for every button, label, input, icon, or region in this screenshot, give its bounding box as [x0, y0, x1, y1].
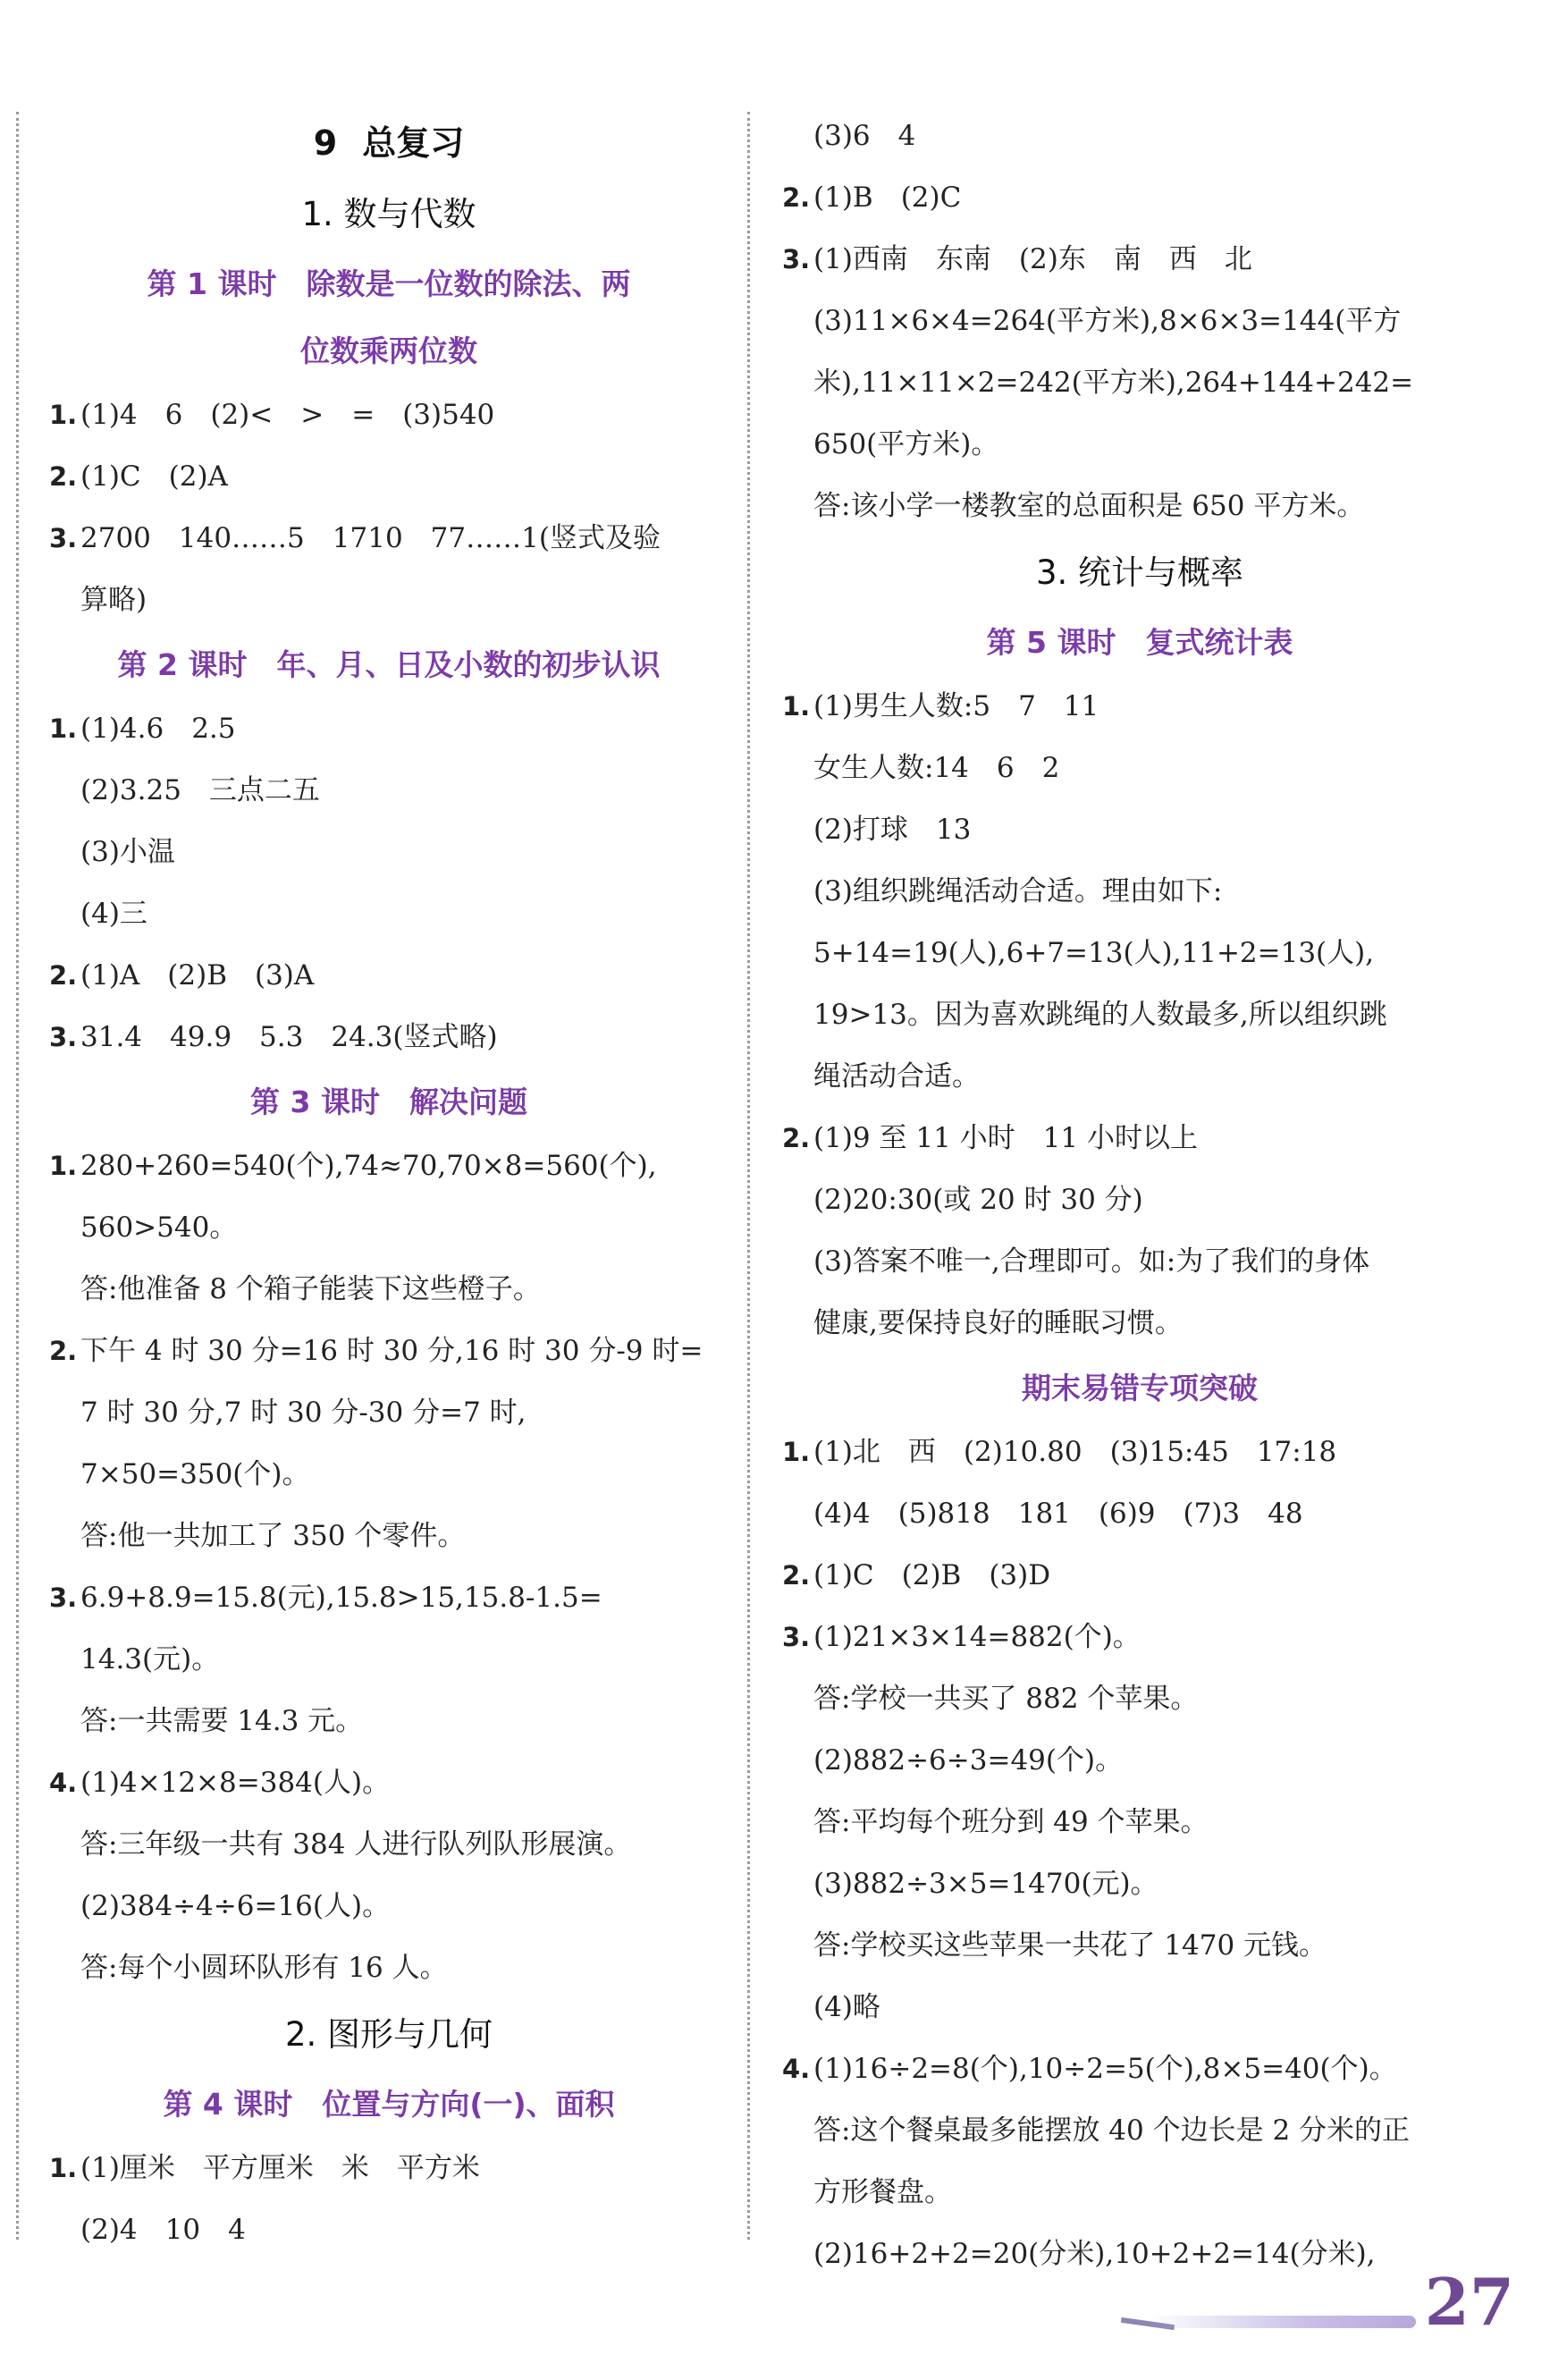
left-column [49, 107, 729, 2261]
answer-line: 答:他准备 8 个箱子能装下这些橙子。 [80, 1273, 541, 1305]
answer-line: 7 时 30 分,7 时 30 分-30 分=7 时, [80, 1397, 526, 1429]
answer-item [49, 1567, 729, 1629]
answer-text: 31.4 49.9 5.3 24.3(竖式略) [80, 1021, 498, 1053]
item-number: 1. [782, 691, 811, 722]
answer-text: (1)北 西 (2)10.80 (3)15:45 17:18 [813, 1436, 1337, 1468]
lesson-heading: 期末易错专项突破 [1022, 1371, 1258, 1405]
item-number: 1. [49, 2153, 78, 2183]
answer-line: 答:他一共加工了 350 个零件。 [80, 1520, 466, 1552]
answer-line: (3)组织跳绳活动合适。理由如下: [813, 875, 1223, 907]
answer-line: 答:一共需要 14.3 元。 [80, 1705, 364, 1737]
item-number: 2. [782, 1560, 811, 1591]
answer-line: (2)3.25 三点二五 [80, 774, 320, 806]
answer-text: (1)A (2)B (3)A [80, 959, 315, 992]
answer-item [782, 229, 1497, 291]
answer-item [782, 1422, 1497, 1483]
lesson-heading: 第 4 课时 位置与方向(一)、面积 [163, 2087, 615, 2122]
answer-line: 答:平均每个班分到 49 个苹果。 [813, 1806, 1209, 1838]
answer-line: 女生人数:14 6 2 [813, 752, 1060, 784]
answer-item [49, 1135, 729, 1197]
answer-text: (1)厘米 平方厘米 米 平方米 [80, 2152, 480, 2184]
answer-item [782, 2038, 1497, 2100]
section-heading: 3. 统计与概率 [1035, 553, 1244, 592]
answer-item [49, 508, 729, 570]
answer-line: 答:学校一共买了 882 个苹果。 [813, 1683, 1199, 1715]
answer-text: 6.9+8.9=15.8(元),15.8>15,15.8-1.5= [80, 1582, 602, 1614]
answer-line: 方形餐盘。 [813, 2176, 952, 2208]
answer-text: (1)9 至 11 小时 11 小时以上 [813, 1122, 1198, 1154]
answer-text: (1)C (2)A [80, 460, 228, 493]
answer-item [49, 698, 729, 760]
item-number: 3. [49, 523, 78, 553]
answer-line: 健康,要保持良好的睡眠习惯。 [813, 1307, 1183, 1339]
answer-text: 2700 140……5 1710 77……1(竖式及验 [80, 522, 661, 554]
answer-text: 280+260=540(个),74≈70,70×8=560(个), [80, 1150, 657, 1182]
answer-line: (4)略 [813, 1991, 880, 2023]
answer-line: (2)打球 13 [813, 814, 972, 846]
answer-item [782, 1108, 1497, 1169]
item-number: 3. [49, 1582, 78, 1613]
lesson-heading: 第 3 课时 解决问题 [250, 1085, 527, 1119]
answer-item [782, 167, 1497, 229]
item-number: 1. [49, 713, 78, 744]
answer-item [49, 1752, 729, 1814]
answer-line: (3)11×6×4=264(平方米),8×6×3=144(平方 [813, 305, 1402, 337]
item-number: 2. [49, 461, 78, 492]
item-number: 2. [782, 182, 811, 213]
answer-item [49, 1321, 729, 1382]
item-number: 2. [49, 1336, 78, 1366]
chapter-number: 9 [313, 123, 338, 163]
page-number: 27 [1424, 2264, 1514, 2340]
item-number: 4. [49, 1768, 78, 1798]
answer-text: (1)4.6 2.5 [80, 713, 236, 745]
lesson-heading: 第 5 课时 复式统计表 [986, 625, 1293, 660]
item-number: 4. [782, 2054, 811, 2084]
answer-line: (3)小温 [80, 836, 175, 868]
answer-line: 算略) [80, 584, 147, 616]
item-number: 2. [782, 1123, 811, 1153]
answer-line: 答:三年级一共有 384 人进行队列队形展演。 [80, 1828, 632, 1861]
answer-item [49, 446, 729, 508]
answer-line: 5+14=19(人),6+7=13(人),11+2=13(人), [813, 937, 1375, 969]
answer-line: (3)6 4 [813, 120, 916, 152]
chapter-title: 总复习 [362, 123, 465, 163]
answer-line: (3)882÷3×5=1470(元)。 [813, 1868, 1158, 1900]
answer-text: (1)4 6 (2)< > = (3)540 [80, 399, 495, 431]
item-number: 2. [49, 960, 78, 991]
answer-line: (2)16+2+2=20(分米),10+2+2=14(分米), [813, 2238, 1376, 2270]
answer-line: (2)384÷4÷6=16(人)。 [80, 1890, 391, 1922]
answer-text: (1)西南 东南 (2)东 南 西 北 [813, 243, 1252, 275]
answer-text: (1)21×3×14=882(个)。 [813, 1621, 1141, 1653]
left-margin-dotted-line [16, 112, 19, 2240]
answer-line: (2)20:30(或 20 时 30 分) [813, 1184, 1143, 1216]
item-number: 3. [49, 1022, 78, 1052]
answer-line: 答:这个餐桌最多能摆放 40 个边长是 2 分米的正 [813, 2114, 1411, 2147]
item-number: 1. [49, 1151, 78, 1181]
chapter-heading [49, 107, 729, 179]
lesson-heading: 第 1 课时 除数是一位数的除法、两 [147, 266, 631, 301]
answer-item [782, 1545, 1497, 1607]
answer-line: 答:学校买这些苹果一共花了 1470 元钱。 [813, 1929, 1327, 1962]
answer-line: 14.3(元)。 [80, 1643, 220, 1675]
answer-line: (3)答案不唯一,合理即可。如:为了我们的身体 [813, 1245, 1370, 1278]
answer-line: 答:每个小圆环队形有 16 人。 [80, 1952, 448, 1984]
section-heading: 1. 数与代数 [301, 195, 476, 233]
lesson-heading: 第 2 课时 年、月、日及小数的初步认识 [117, 647, 661, 682]
answer-item [49, 384, 729, 446]
answer-item [49, 1007, 729, 1068]
answer-line: (4)4 (5)818 181 (6)9 (7)3 48 [813, 1498, 1303, 1530]
answer-text: (1)B (2)C [813, 181, 962, 214]
answer-line: 19>13。因为喜欢跳绳的人数最多,所以组织跳 [813, 999, 1387, 1031]
item-number: 3. [782, 244, 811, 274]
lesson-heading: 位数乘两位数 [300, 333, 477, 368]
answer-line: (2)4 10 4 [80, 2214, 246, 2246]
answer-line: 答:该小学一楼教室的总面积是 650 平方米。 [813, 490, 1365, 522]
answer-line: (2)882÷6÷3=49(个)。 [813, 1744, 1124, 1777]
answer-item [782, 1607, 1497, 1668]
answer-text: 下午 4 时 30 分=16 时 30 分,16 时 30 分-9 时= [80, 1335, 703, 1367]
answer-line: 米),11×11×2=242(平方米),264+144+242= [813, 367, 1414, 399]
answer-text: (1)男生人数:5 7 11 [813, 690, 1099, 722]
page-number-swoosh [1148, 2316, 1416, 2328]
answer-line: 7×50=350(个)。 [80, 1458, 310, 1490]
right-column [782, 105, 1497, 2285]
item-number: 1. [782, 1437, 811, 1467]
answer-item [49, 2138, 729, 2199]
answer-line: 绳活动合适。 [813, 1060, 980, 1093]
section-heading: 2. 图形与几何 [284, 2015, 493, 2054]
answer-line: 560>540。 [80, 1211, 238, 1244]
answer-text: (1)16÷2=8(个),10÷2=5(个),8×5=40(个)。 [813, 2053, 1397, 2085]
answer-item [782, 676, 1497, 738]
answer-line: (4)三 [80, 898, 147, 930]
answer-text: (1)C (2)B (3)D [813, 1559, 1051, 1591]
answer-line: 650(平方米)。 [813, 428, 999, 460]
column-divider-dotted-line [747, 112, 750, 2240]
item-number: 3. [782, 1622, 811, 1652]
item-number: 1. [49, 400, 78, 430]
answer-text: (1)4×12×8=384(人)。 [80, 1767, 391, 1799]
answer-item [49, 945, 729, 1007]
